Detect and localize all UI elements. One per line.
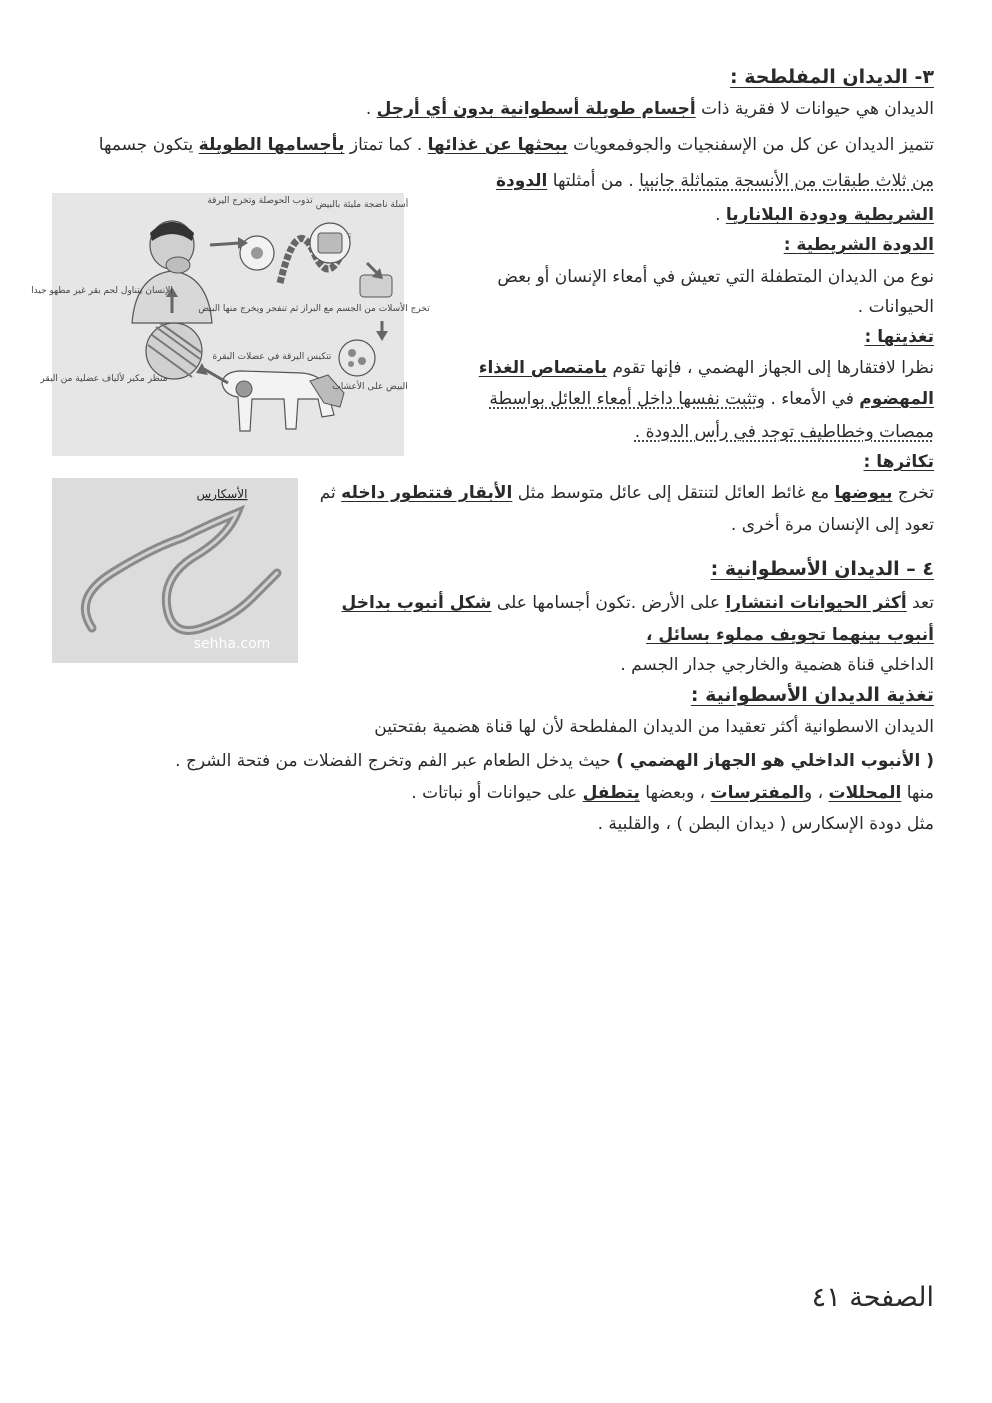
page-number: الصفحة ٤١ [811,1282,934,1313]
ascaris-title: الأسكارس [196,487,248,501]
section4-heading: ٤ – الديدان الأسطوانية : [710,558,934,580]
tapeworm-life-cycle-figure [31,193,430,456]
label-eggs: البيض على الأعشاب [332,382,408,392]
ascaris-figure [52,478,298,663]
section4-line2: أنبوب بينهما تجويف مملوء بسائل ، [646,625,934,645]
cyst-magnified-circle [240,236,274,270]
nutrition-heading: تغذية الديدان الأسطوانية : [690,684,934,706]
label-larva: تتكيس اليرقة في عضلات البقرة [212,352,332,362]
watermark-text: sehha.com [193,636,271,652]
released-segment-illustration [360,275,392,297]
ascaris-illustration [52,478,298,663]
section3-paragraph-line3: من ثلاث طبقات من الأنسجة متماثلة جانبيا . من أمثلتها الدودة [496,171,934,191]
nutrition-line3: منها المحللات ، والمفترسات ، وبعضها يتطفل على حيوانات أو نباتات . [411,783,934,803]
reproduction-line1: تخرج بيوضها مع غائط العائل لتنتقل إلى عائل متوسط مثل الأبقار فتتطور داخله ثم [319,483,934,503]
nutrition-line4: مثل دودة الإسكارس ( ديدان البطن ) ، والقلبية . [597,814,934,834]
label-muscle: منظر مكبر لألياف عضلية من البقر [40,374,168,384]
feeding-heading: تغذيتها : [864,327,934,347]
label-cyst: تذوب الحوصلة وتخرج اليرقة [207,196,313,206]
mature-segment-circle [310,223,350,263]
feeding-line1: نظرا لافتقارها إلى الجهاز الهضمي ، فإنها تقوم بامتصاص الغذاء [478,358,934,378]
tapeworm-line2: الحيوانات . [857,297,934,317]
section3-paragraph-line1: الديدان هي حيوانات لا فقرية ذات أجسام طويلة أسطوانية بدون أي أرجل . [365,99,934,119]
feeding-line2: المهضوم في الأمعاء . وتثبت نفسها داخل أمعاء العائل بواسطة [489,389,934,409]
label-human: الإنسان يتناول لحم بقر غير مطهو جيدا [31,286,173,296]
label-segments: أسلة ناضجة مليئة بالبيض [315,200,409,210]
section4-line3: الداخلي قناة هضمية والخارجي جدار الجسم . [620,655,934,675]
tapeworm-heading: الدودة الشريطية : [783,235,934,255]
section3-paragraph-line2: تتميز الديدان عن كل من الإسفنجيات والجوفمعويات ببحثها عن غذائها . كما تمتاز بأجسامها الطويلة يتكون جسمها [98,135,934,155]
life-cycle-diagram [31,193,430,456]
nutrition-line2: ( الأنبوب الداخلي هو الجهاز الهضمي ) حيث يدخل الطعام عبر الفم وتخرج الفضلات من فتحة الشرج . [175,751,934,771]
reproduction-line2: تعود إلى الإنسان مرة أخرى . [730,515,934,535]
feeding-line3: ممصات وخطاطيف توجد في رأس الدودة . [634,422,934,442]
tapeworm-line1: نوع من الديدان المتطفلة التي تعيش في أمعاء الإنسان أو بعض [497,267,934,287]
reproduction-heading: تكاثرها : [863,452,934,472]
cow-illustration [222,371,344,431]
nutrition-line1: الديدان الاسطوانية أكثر تعقيدا من الديدان المفلطحة لأن لها قناة هضمية بفتحتين [374,717,934,737]
muscle-fibers-circle [146,323,202,379]
section3-paragraph-line4: الشريطية ودودة البلاناريا . [715,205,934,225]
eggs-on-grass-circle [339,340,375,376]
label-exit: تخرج الأسلات من الجسم مع البراز ثم تنفجر ويخرج منها البيض [198,304,430,314]
section3-heading: ٣- الديدان المفلطحة : [730,66,934,88]
section4-line1: تعد أكثر الحيوانات انتشارا على الأرض .تكون أجسامها على شكل أنبوب بداخل [341,593,934,613]
